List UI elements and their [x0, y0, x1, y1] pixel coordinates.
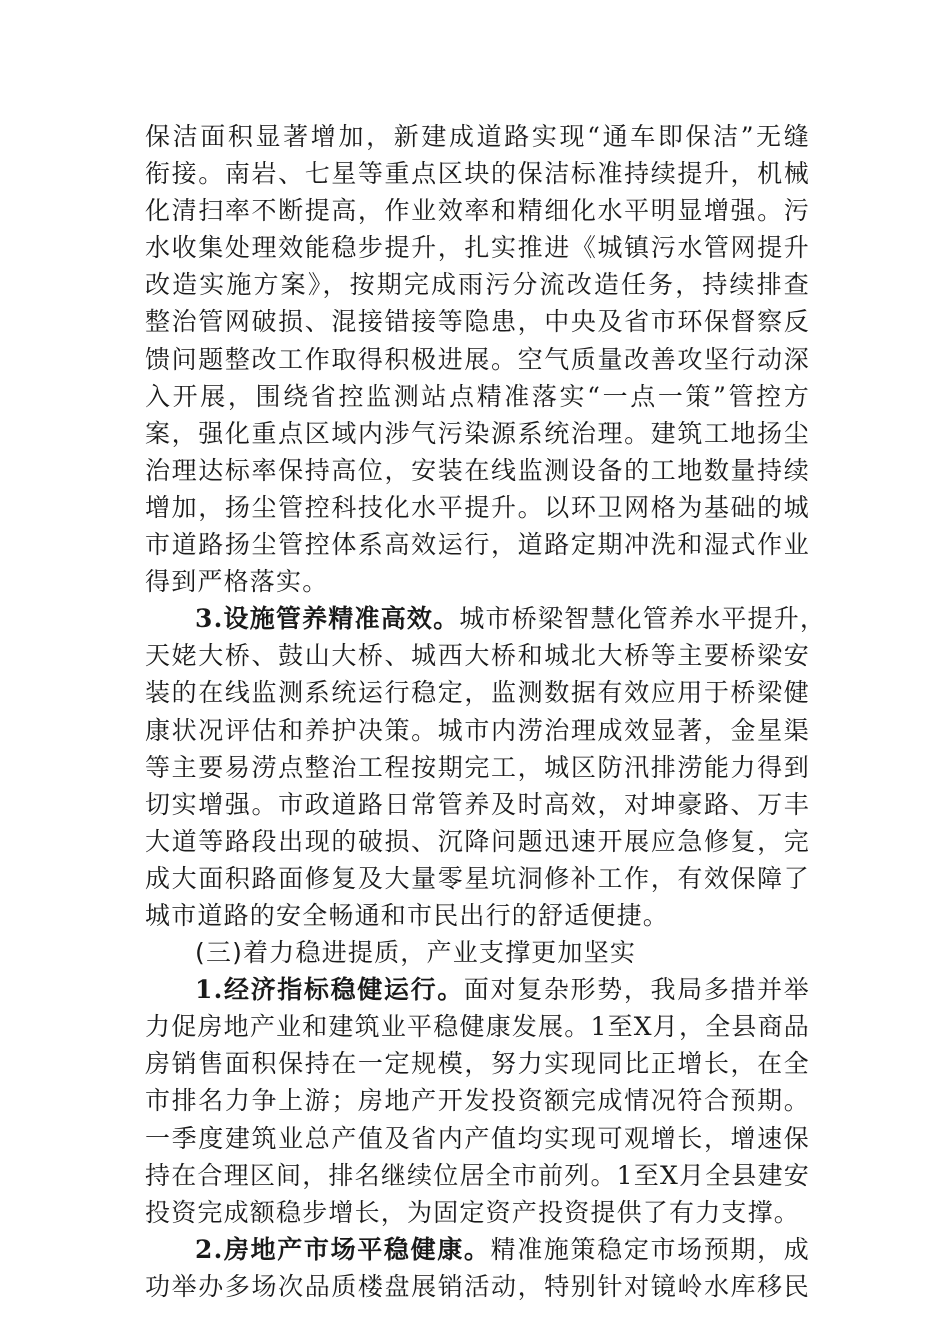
paragraph-line: 入开展，围绕省控监测站点精准落实“一点一策”管控方	[145, 381, 810, 411]
paragraph-line: 保洁面积显著增加，新建成道路实现“通车即保洁”无缝	[145, 122, 810, 151]
paragraph-line: 城市道路的安全畅通和市民出行的舒适便捷。	[145, 900, 670, 930]
document-body	[145, 118, 827, 1305]
item3-first-text: 城市桥梁智慧化管养水平提升，	[459, 604, 827, 634]
item3-first-line	[145, 600, 827, 637]
paragraph-line: 衔接。南岩、七星等重点区块的保洁标准持续提升，机械	[145, 159, 810, 189]
paragraph-line: 持在合理区间，排名继续位居全市前列。1至X月全县建安	[145, 1160, 810, 1190]
item2-heading: 2.房地产市场平稳健康。	[195, 1234, 491, 1264]
paragraph-line: 投资完成额稳步增长，为固定资产投资提供了有力支撑。	[145, 1197, 801, 1227]
paragraph-line: 一季度建筑业总产值及省内产值均实现可观增长，增速保	[145, 1123, 810, 1153]
section-heading: (三)着力稳进提质，产业支撑更加坚实	[195, 938, 637, 968]
item2-first-line	[145, 1231, 810, 1268]
paragraph-line: 市排名力争上游；房地产开发投资额完成情况符合预期。	[145, 1086, 810, 1116]
item3-heading: 3.设施管养精准高效。	[195, 604, 460, 634]
paragraph-line: 整治管网破损、混接错接等隐患，中央及省市环保督察反	[145, 307, 810, 337]
paragraph-line: 力促房地产业和建筑业平稳健康发展。1至X月，全县商品	[145, 1012, 810, 1042]
paragraph-line: 得到严格落实。	[145, 567, 329, 597]
paragraph-line: 治理达标率保持高位，安装在线监测设备的工地数量持续	[145, 455, 810, 485]
paragraph-line: 成大面积路面修复及大量零星坑洞修补工作，有效保障了	[145, 863, 810, 893]
paragraph-line: 切实增强。市政道路日常管养及时高效，对坤豪路、万丰	[145, 789, 810, 819]
paragraph-line: 案，强化重点区域内涉气污染源系统治理。建筑工地扬尘	[145, 418, 810, 448]
paragraph-line: 馈问题整改工作取得积极进展。空气质量改善攻坚行动深	[145, 344, 810, 374]
item2-first-text: 精准施策稳定市场预期，成	[490, 1234, 810, 1264]
paragraph-line: 大道等路段出现的破损、沉降问题迅速开展应急修复，完	[145, 826, 810, 856]
paragraph-line: 市道路扬尘管控体系高效运行，道路定期冲洗和湿式作业	[145, 530, 810, 560]
item1-first-line	[145, 971, 810, 1008]
item1-heading: 1.经济指标稳健运行。	[195, 975, 464, 1005]
item1-first-text: 面对复杂形势，我局多措并举	[463, 975, 810, 1005]
paragraph-line: 康状况评估和养护决策。城市内涝治理成效显著，金星渠	[145, 715, 810, 745]
paragraph-line: 天姥大桥、鼓山大桥、城西大桥和城北大桥等主要桥梁安	[145, 641, 810, 671]
paragraph-line: 增加，扬尘管控科技化水平提升。以环卫网格为基础的城	[145, 492, 810, 522]
paragraph-line: 功举办多场次品质楼盘展销活动，特别针对镜岭水库移民	[145, 1271, 810, 1301]
paragraph-line: 改造实施方案》，按期完成雨污分流改造任务，持续排查	[145, 270, 810, 300]
paragraph-line: 房销售面积保持在一定规模，努力实现同比正增长，在全	[145, 1049, 810, 1079]
paragraph-line: 等主要易涝点整治工程按期完工，城区防汛排涝能力得到	[145, 752, 810, 782]
paragraph-line: 装的在线监测系统运行稳定，监测数据有效应用于桥梁健	[145, 678, 810, 708]
paragraph-line: 水收集处理效能稳步提升，扎实推进《城镇污水管网提升	[145, 233, 810, 263]
paragraph-line: 化清扫率不断提高，作业效率和精细化水平明显增强。污	[145, 196, 810, 226]
